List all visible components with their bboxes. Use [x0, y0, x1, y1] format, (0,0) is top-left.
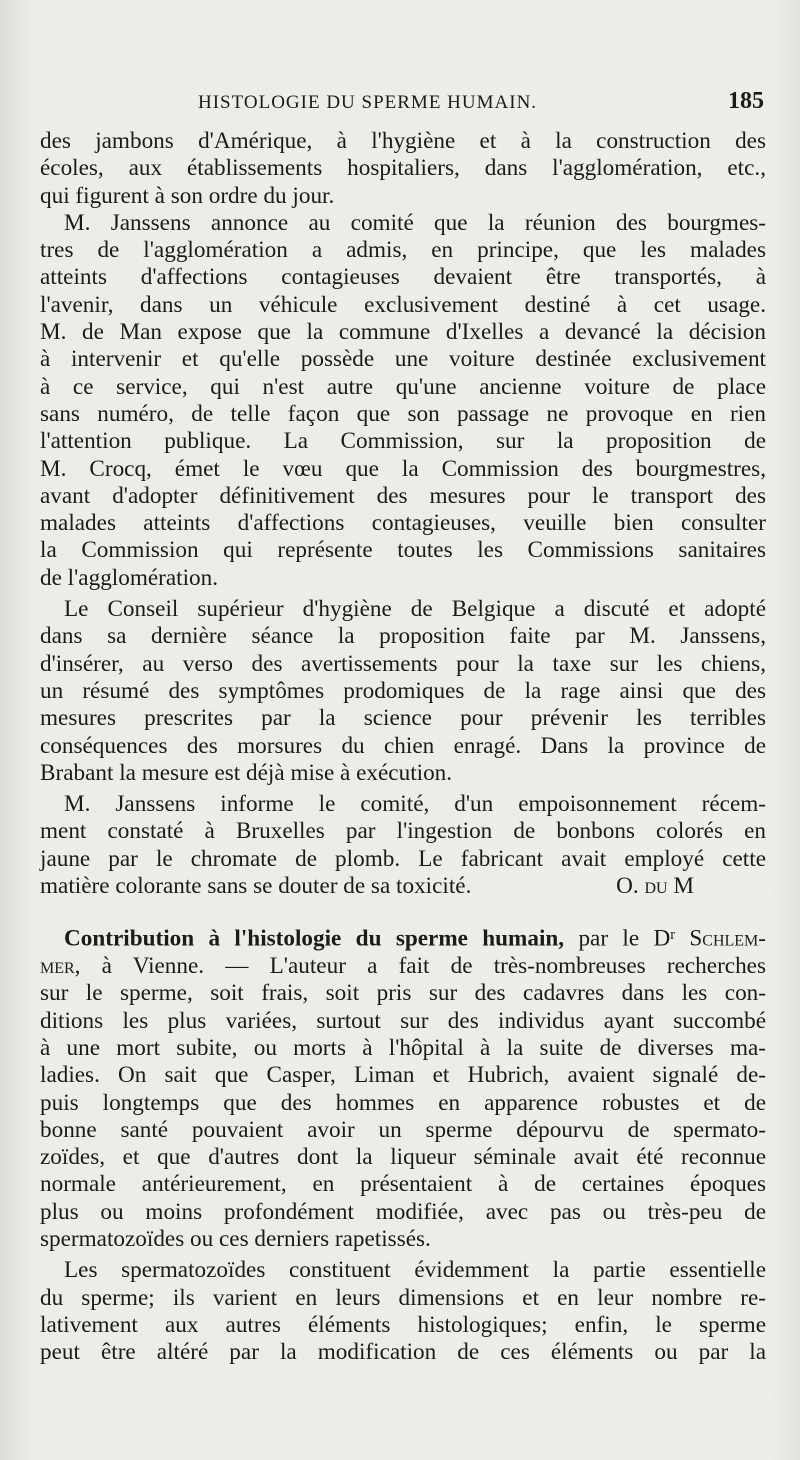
text-line: d'insérer, au verso des avertissements pour la taxe sur les chiens, — [40, 650, 766, 677]
text-line-content: , à Vienne. — L'auteur a fait de très-nombreuses recherches — [74, 953, 766, 980]
running-head — [40, 84, 766, 120]
text-line: puis longtemps que des hommes en apparence robustes et de — [40, 1089, 766, 1116]
text-line: malades atteints d'affections contagieuses, veuille bien consulter — [40, 510, 766, 537]
paragraph-hygiene-topics — [40, 128, 766, 210]
page-number: 185 — [728, 88, 764, 114]
author-name-continued: mer — [40, 953, 75, 980]
text-line: atteints d'affections contagieuses devaient être transportés, à — [40, 264, 766, 291]
text-line: à ce service, qui n'est autre qu'une ancienne voiture de place — [40, 373, 766, 400]
text-line: plus ou moins profondément modifiée, avec pas ou très-peu de — [40, 1198, 766, 1225]
paragraph-rabies-notice — [40, 596, 766, 787]
text-line: M. Janssens annonce au comité que la réunion des bourgmes- — [64, 209, 766, 236]
text-block — [40, 128, 766, 1367]
text-line: spermatozoïdes ou ces derniers rapetissés. — [40, 1226, 431, 1253]
text-line: ment constaté à Bruxelles par l'ingestion de bonbons colorés en — [40, 818, 766, 845]
text-line: ladies. On sait que Casper, Liman et Hubrich, avaient signalé de- — [40, 1062, 766, 1089]
text-line: qui figurent à son ordre du jour. — [40, 182, 335, 209]
article-heading-line — [40, 922, 766, 953]
paragraph-contagious-transport — [40, 210, 766, 592]
text-line: la Commission qui représente toutes les Commissions sanitaires — [40, 537, 766, 564]
text-line: à une mort subite, ou morts à l'hôpital à la suite de diverses ma- — [40, 1034, 766, 1061]
paragraph-poisoning — [40, 791, 766, 900]
running-title: HISTOLOGIE DU SPERME HUMAIN. — [198, 92, 538, 113]
text-line: mesures prescrites par la science pour prévenir les terribles — [40, 705, 766, 732]
text-line: lativement aux autres éléments histologiques; enfin, le sperme — [40, 1311, 766, 1338]
text-line: des jambons d'Amérique, à l'hygiène et à la construction des — [40, 128, 766, 154]
text-line: tres de l'agglomération a admis, en principe, que les malades — [40, 237, 766, 264]
text-line: Le Conseil supérieur d'hygiène de Belgique a discuté et adopté — [64, 596, 766, 623]
article-title: Contribution à l'histologie du sperme humain, — [64, 925, 565, 952]
text-line: dans sa dernière séance la proposition faite par M. Janssens, — [40, 623, 766, 650]
text-line-content: matière colorante sans se douter de sa toxicité. — [40, 873, 472, 900]
text-line: ditions les plus variées, surtout sur des individus ayant succombé — [40, 1007, 766, 1034]
text-line: avant d'adopter définitivement des mesures pour le transport des — [40, 482, 766, 509]
text-line: jaune par le chromate de plomb. Le fabricant avait employé cette — [40, 845, 766, 872]
text-line — [40, 953, 766, 980]
article-sperm-histology — [40, 922, 766, 1253]
text-line: un résumé des symptômes prodomiques de la rage ainsi que des — [40, 677, 766, 704]
author-name: Schlem- — [689, 925, 766, 952]
text-line: conséquences des morsures du chien enragé. Dans la province de — [40, 732, 766, 759]
text-line: l'attention publique. La Commission, sur la proposition de — [40, 428, 766, 455]
signature: O. du M — [616, 873, 694, 900]
text-line: M. de Man expose que la commune d'Ixelles a devancé la décision — [40, 319, 766, 346]
text-line: M. Crocq, émet le vœu que la Commission des bourgmestres, — [40, 455, 766, 482]
title-superscript: r — [670, 927, 676, 944]
text-line: écoles, aux établissements hospitaliers, dans l'agglomération, etc., — [40, 155, 766, 182]
text-line: Brabant la mesure est déjà mise à exécution. — [40, 759, 453, 786]
text-line: Les spermatozoïdes constituent évidemment la partie essentielle — [64, 1257, 766, 1284]
text-line: à intervenir et qu'elle possède une voiture destinée exclusivement — [40, 346, 766, 373]
text-line: bonne santé pouvaient avoir un sperme dépourvu de spermato- — [40, 1116, 766, 1143]
text-line: l'avenir, dans un véhicule exclusivement destiné à cet usage. — [40, 291, 766, 318]
text-line: M. Janssens informe le comité, d'un empoisonnement récem- — [64, 791, 766, 818]
text-line: peut être altéré par la modification de ces éléments ou par la — [40, 1339, 766, 1366]
title-tail: par le D — [578, 925, 671, 952]
text-line: du sperme; ils varient en leurs dimensions et en leur nombre re- — [40, 1284, 766, 1311]
text-line: zoïdes, et que d'autres dont la liqueur séminale avait été reconnue — [40, 1144, 766, 1171]
text-line: sur le sperme, soit frais, soit pris sur des cadavres dans les con- — [40, 980, 766, 1007]
text-line: normale antérieurement, en présentaient à de certaines époques — [40, 1171, 766, 1198]
text-line: de l'agglomération. — [40, 564, 219, 591]
text-line: sans numéro, de telle façon que son passage ne provoque en rien — [40, 400, 766, 427]
text-line — [40, 873, 766, 900]
paragraph-spermatozoa — [40, 1257, 766, 1366]
